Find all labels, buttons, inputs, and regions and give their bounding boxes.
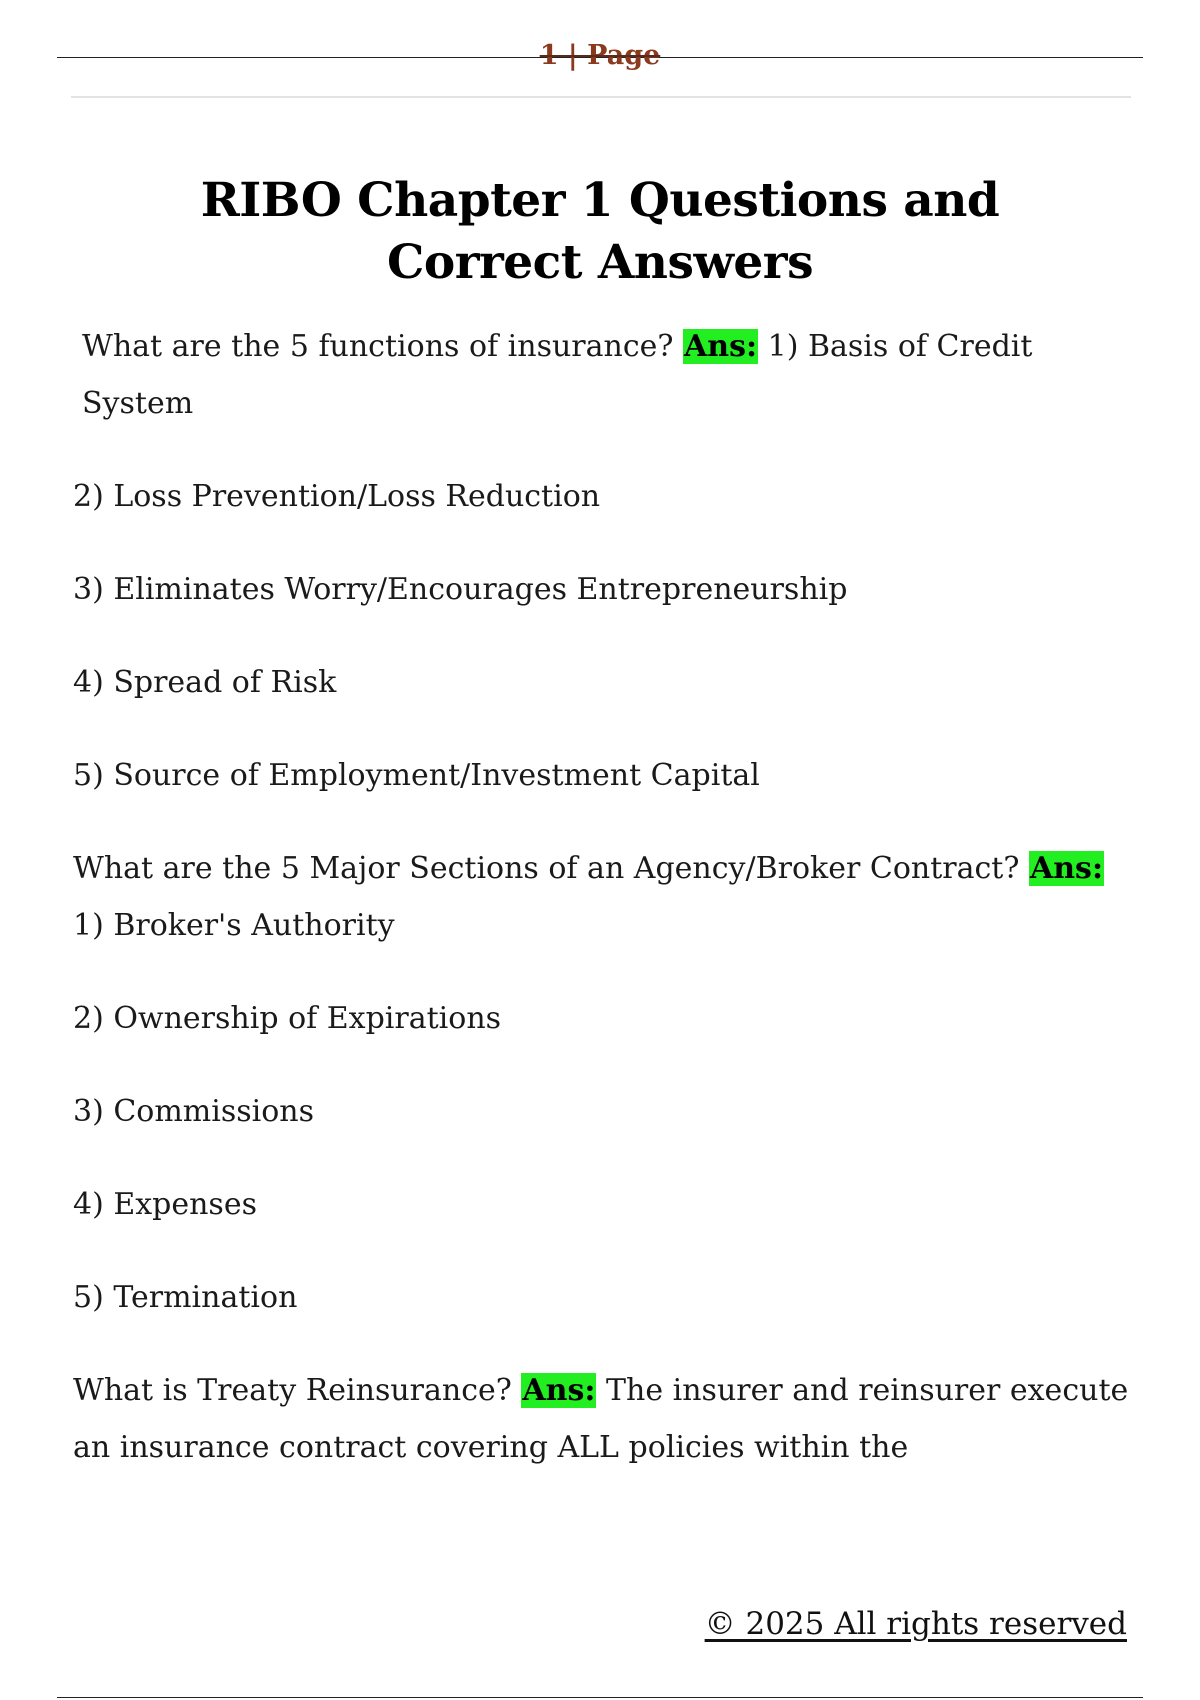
answer-line: 4) Spread of Risk <box>73 665 337 700</box>
document-body <box>73 318 1133 1512</box>
qa-paragraph <box>73 318 1133 432</box>
answer-line: 3) Commissions <box>73 1094 314 1129</box>
question-text: What are the 5 functions of insurance? <box>82 329 674 364</box>
footer-rule <box>57 1697 1143 1698</box>
copyright-notice: © 2025 All rights reserved <box>704 1606 1127 1642</box>
answer-marker: Ans: <box>684 329 758 364</box>
qa-paragraph <box>73 840 1133 954</box>
header-divider <box>71 96 1131 98</box>
document-title: RIBO Chapter 1 Questions and Correct Answers <box>200 173 1000 290</box>
answer-text: 1) Basis of Credit System <box>82 329 1033 421</box>
answer-text: The insurer and reinsurer execute an insurance contract covering ALL policies within the <box>73 1373 1129 1465</box>
answer-text: 1) Broker's Authority <box>73 908 395 943</box>
answer-line: 2) Ownership of Expirations <box>73 1001 502 1036</box>
answer-line: 4) Expenses <box>73 1187 257 1222</box>
answer-marker: Ans: <box>522 1373 596 1408</box>
answer-marker: Ans: <box>1029 851 1104 886</box>
answer-line: 5) Termination <box>73 1280 298 1315</box>
question-text: What are the 5 Major Sections of an Agency/Broker Contract? <box>73 851 1020 886</box>
question-text: What is Treaty Reinsurance? <box>73 1373 512 1408</box>
qa-paragraph <box>73 1362 1133 1476</box>
page-number: 1 | Page <box>539 40 661 71</box>
answer-line: 5) Source of Employment/Investment Capital <box>73 758 760 793</box>
answer-line: 2) Loss Prevention/Loss Reduction <box>73 479 601 514</box>
answer-line: 3) Eliminates Worry/Encourages Entrepreneurship <box>73 572 848 607</box>
